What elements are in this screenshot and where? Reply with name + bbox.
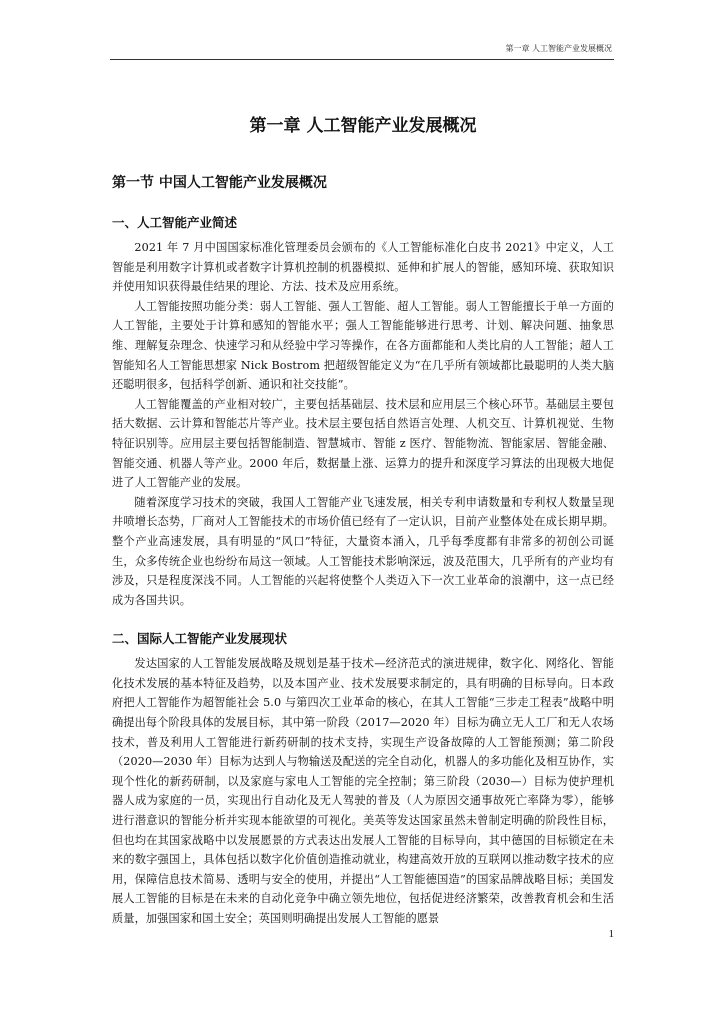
header-rule	[110, 59, 614, 60]
section-title: 第一节 中国人工智能产业发展概况	[112, 175, 327, 191]
paragraph: 发达国家的人工智能发展战略及规划是基于技术—经济范式的演进规律，数字化、网络化、智能化技术发展的基本特征及趋势，以及本国产业、技术发展要求制定的，具有明确的目标导向。日本政府把人工智能作为超智能社会 5.0 与第四次工业革命的核心，在其人工智能“三步走工程表”战略中明确提出每个阶段具体的发展目标，其中第一阶段（2017—2020 年）目标为确立无人工厂和无人农场技术，普及利用人工智能进行新药研制的技术支持，实现生产设备故障的人工智能预测；第二阶段（2020—2030 年）目标为达到人与物输送及配送的完全自动化，机器人的多功能化及相互协作，实现个性化的新药研制，以及家庭与家电人工智能的完全控制；第三阶段（2030—）目标为使护理机器人成为家庭的一员，实现出行自动化及无人驾驶的普及（人为原因交通事故死亡率降为零），能够进行潜意识的智能分析并实现本能欲望的可视化。美英等发达国家虽然未曾制定明确的阶段性目标，但也均在其国家战略中以发展愿景的方式表达出发展人工智能的目标导向，其中德国的目标锁定在未来的数字强国上，具体包括以数字化价值创造推动就业，构建高效开放的互联网以推动数字技术的应用，保障信息技术简易、透明与安全的使用，并提出“人工智能德国造”的国家品牌战略目标；美国发展人工智能的目标是在未来的自动化竞争中确立领先地位，包括促进经济繁荣，改善教育机会和生活质量，加强国家和国土安全；英国则明确提出发展人工智能的愿景	[112, 657, 614, 925]
chapter-title: 第一章 人工智能产业发展概况	[249, 116, 477, 136]
running-header: 第一章 人工智能产业发展概况	[505, 44, 612, 53]
paragraph: 人工智能覆盖的产业相对较广，主要包括基础层、技术层和应用层三个核心环节。基础层主要包括大数据、云计算和智能芯片等产业。技术层主要包括自然语言处理、人机交互、计算机视觉、生物特征识别等。应用层主要包括智能制造、智慧城市、智能 z 医疗、智能物流、智能家居、智能金融、智能交通、机器人等产业。2000 年后，数据量上涨、运算力的提升和深度学习算法的出现极大地促进了人工智能产业的发展。	[112, 397, 614, 490]
subsection-title-overview: 一、人工智能产业简述	[112, 215, 238, 230]
subsection-title-international: 二、国际人工智能产业发展现状	[112, 631, 288, 647]
paragraph: 人工智能按照功能分类：弱人工智能、强人工智能、超人工智能。弱人工智能擅长于单一方面的人工智能，主要处于计算和感知的智能水平；强人工智能能够进行思考、计划、解决问题、抽象思维、理解复杂理念、快速学习和从经验中学习等操作，在各方面都能和人类比肩的人工智能；超人工智能知名人工智能思想家 Nick Bostrom 把超级智能定义为“在几乎所有领域都比最聪明的人类大脑还聪明很多，包括科学创新、通识和社交技能”。	[112, 299, 614, 392]
page-body	[112, 110, 614, 929]
page-number: 1	[608, 928, 614, 940]
paragraph: 2021 年 7 月中国国家标准化管理委员会颁布的《人工智能标准化白皮书 2021》中定义，人工智能是利用数字计算机或者数字计算机控制的机器模拟、延伸和扩展人的智能，感知环境、获取知识并使用知识获得最佳结果的理论、方法、技术及应用系统。	[112, 241, 614, 294]
paragraph: 随着深度学习技术的突破，我国人工智能产业飞速发展，相关专利申请数量和专利权人数量呈现井喷增长态势，厂商对人工智能技术的市场价值已经有了一定认识，目前产业整体处在成长期早期。整个产业高速发展，具有明显的“风口”特征，大量资本涌入，几乎每季度都有非常多的初创公司诞生，众多传统企业也纷纷布局这一领域。人工智能技术影响深远，波及范围大，几乎所有的产业均有涉及，只是程度深浅不同。人工智能的兴起将使整个人类迈入下一次工业革命的浪潮中，这一点已经成为各国共识。	[112, 495, 614, 607]
